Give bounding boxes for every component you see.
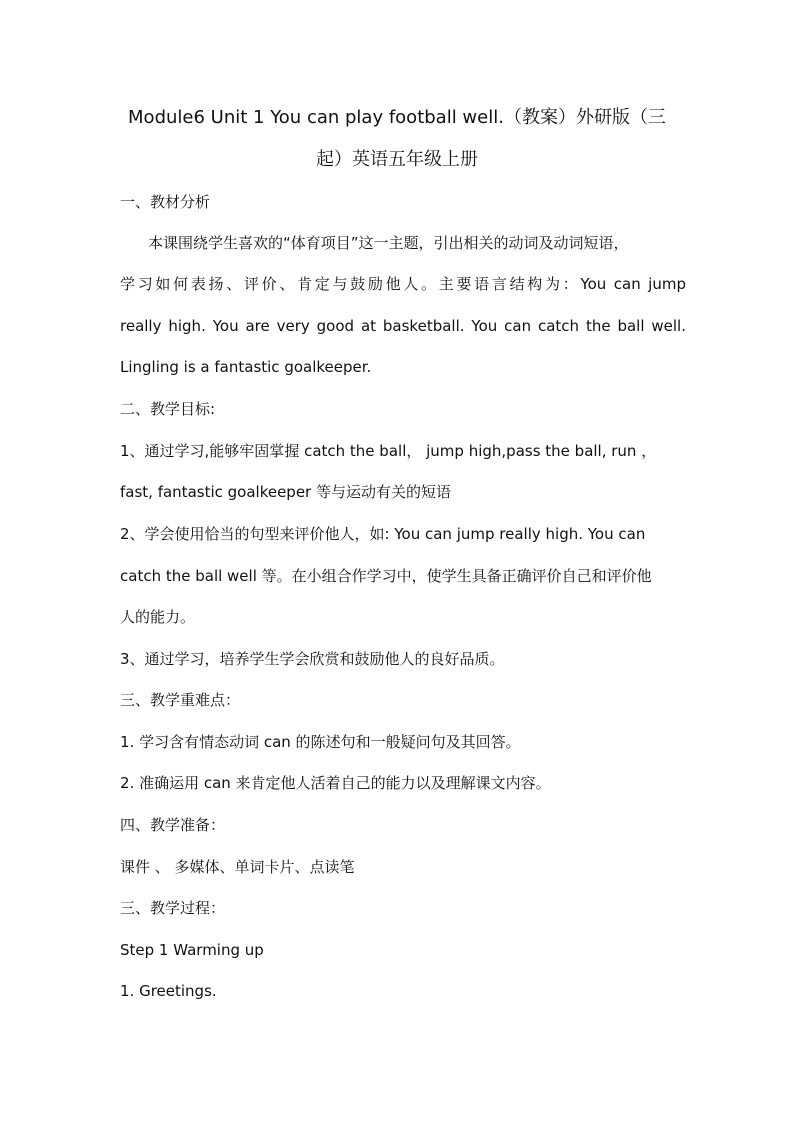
title-line-2: 起）英语五年级上册 [316,149,478,170]
step-1-heading: Step 1 Warming up [120,941,264,959]
prep-items: 课件 、 多媒体、单词卡片、点读笔 [120,858,355,876]
goal-3: 3、通过学习，培养学生学会欣赏和鼓励他人的良好品质。 [120,650,505,668]
goal-2-line-3: 人的能力。 [120,608,196,626]
goal-1-line-1: 1、通过学习,能够牢固掌握 catch the ball， jump high,pass the ball, run ， [120,442,657,460]
keypoint-1: 1. 学习含有情态动词 can 的陈述句和一般疑问句及其回答。 [120,733,521,751]
goal-2-line-1: 2、学会使用恰当的句型来评价他人，如: You can jump really high. You can [120,525,646,543]
document-title [110,97,684,181]
analysis-heading: 一、教材分析 [120,193,211,211]
analysis-paragraph-line-4: Lingling is a fantastic goalkeeper. [120,358,372,376]
goal-2-line-2: catch the ball well 等。在小组合作学习中，使学生具备正确评价自己和评价他 [120,567,652,585]
analysis-paragraph-line-2: 学习如何表扬、评价、肯定与鼓励他人。主要语言结构为：You can jump [120,275,686,293]
keypoints-heading: 三、教学重难点： [120,691,241,709]
keypoint-2: 2. 准确运用 can 来肯定他人活着自己的能力以及理解课文内容。 [120,774,551,792]
analysis-paragraph-line-1: 本课围绕学生喜欢的“体育项目”这一主题，引出相关的动词及动词短语， [148,234,629,252]
analysis-paragraph-line-3: really high. You are very good at basketball. You can catch the ball well. [120,317,686,335]
step-1-item-1: 1. Greetings. [120,982,217,1000]
title-line-1: Module6 Unit 1 You can play football well.（教案）外研版（三 [128,107,666,128]
goals-heading: 二、教学目标: [120,400,216,418]
prep-heading: 四、教学准备： [120,816,226,834]
goal-1-line-2: fast, fantastic goalkeeper 等与运动有关的短语 [120,483,451,501]
process-heading: 三、教学过程： [120,899,226,917]
